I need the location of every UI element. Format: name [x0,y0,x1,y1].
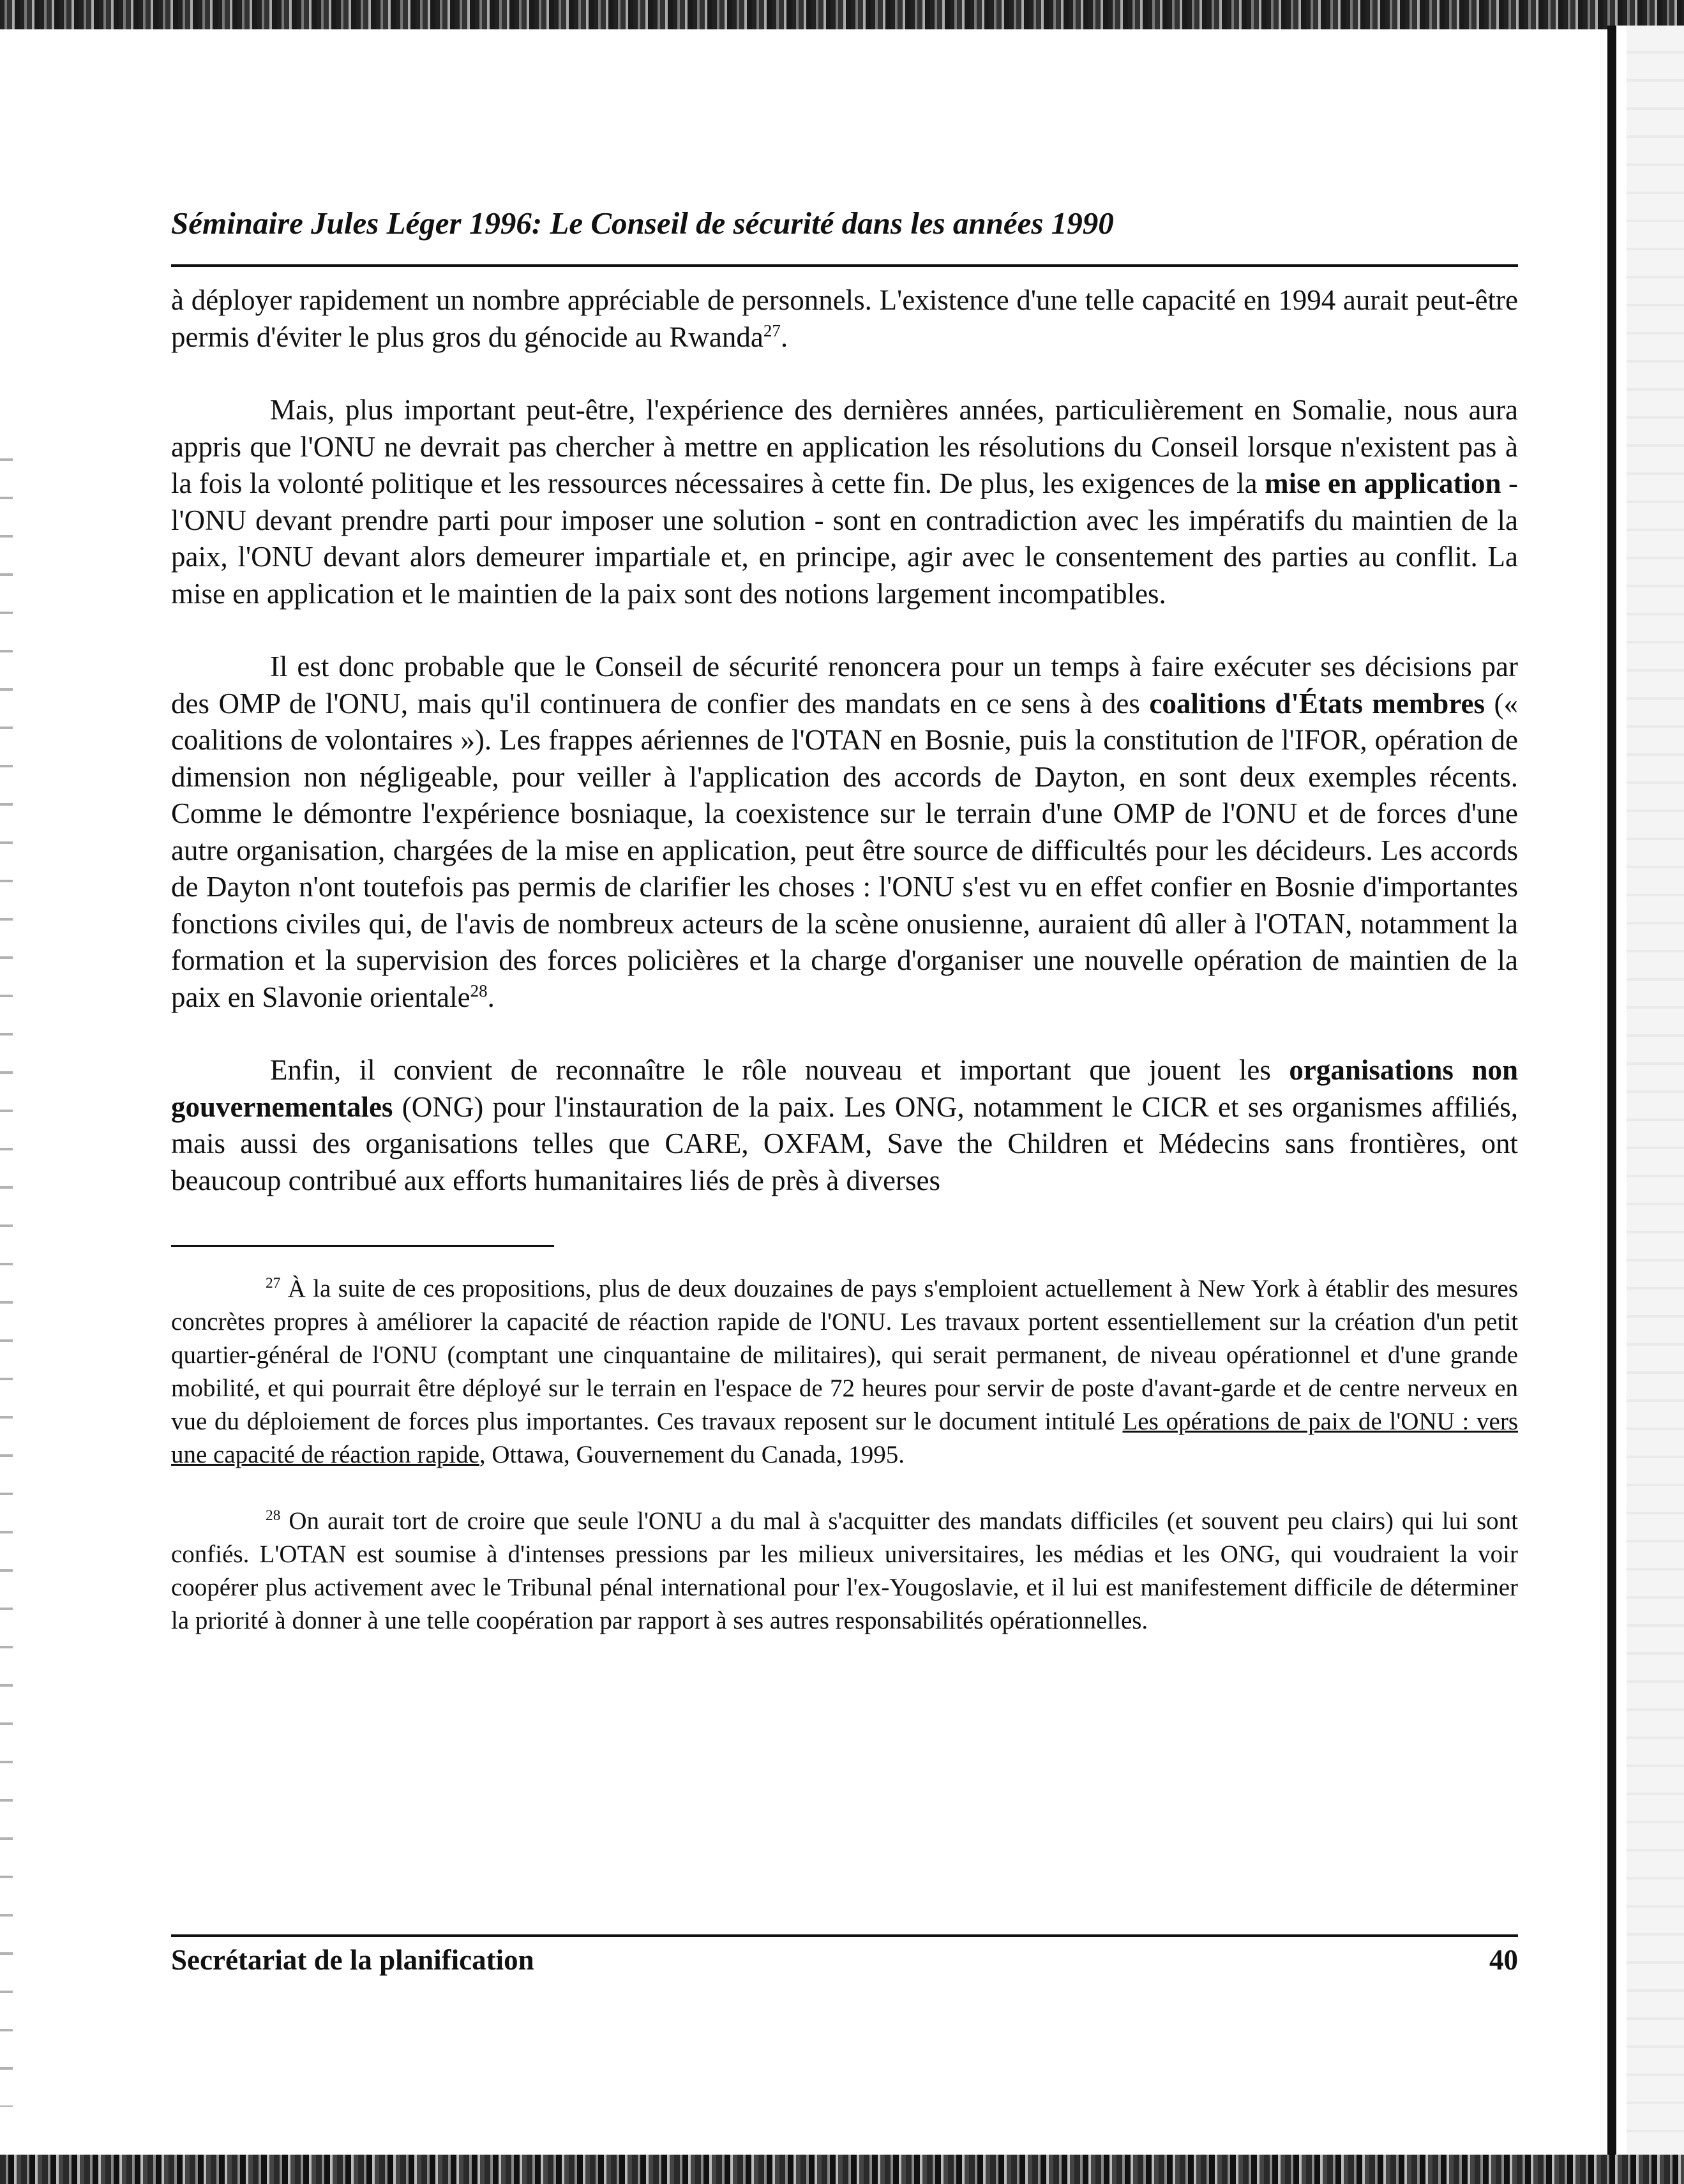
paragraph-4-bold-term: organisations non gouvernementales [171,1054,1518,1123]
footnote-27-marker: 27 [266,1275,281,1292]
paragraph-3-end: . [487,981,495,1013]
running-head: Séminaire Jules Léger 1996: Le Conseil de sécurité dans les années 1990 [171,204,1518,267]
footnote-27-text-b: , Ottawa, Gouvernement du Canada, 1995. [479,1441,905,1468]
footnote-ref-28[interactable]: 28 [470,981,488,1000]
footnote-27 [171,1272,1518,1472]
paragraph-3 [171,649,1518,1016]
footnote-ref-27[interactable]: 27 [763,320,781,340]
paragraph-1-text: à déployer rapidement un nombre appréciable de personnels. L'existence d'une telle capacité en 1994 aurait peut-être permis d'éviter le plus gros du génocide au Rwanda [171,284,1518,353]
document-page [171,204,1518,1638]
paragraph-2 [171,392,1518,612]
paragraph-4-text-b: (ONG) pour l'instauration de la paix. Les ONG, notamment le CICR et ses organismes affiliés, mais aussi des organisations telles que CARE, OXFAM, Save the Children et Médecins sans frontières, ont beaucoup contribué aux efforts humanitaires liés de près à diverses [171,1090,1518,1196]
footnote-28 [171,1505,1518,1638]
scan-border-left [0,447,13,2107]
footer-organization: Secrétariat de la planification [171,1944,534,1976]
paragraph-2-bold-term: mise en application [1265,467,1501,499]
footnote-27-text-a: À la suite de ces propositions, plus de deux douzaines de pays s'emploient actuellement à New York à établir des mesures concrètes propres à améliorer la capacité de réaction rapide de l'ONU. Les travaux portent essentiellement sur la création d'un petit quartier-général de l'ONU (comptant une cinquantaine de militaires), qui serait permanent, de niveau opérationnel et d'une grande mobilité, et qui pourrait être déployé sur le terrain en l'espace de 72 heures pour servir de poste d'avant-garde et de centre nerveux en vue du déploiement de forces plus importantes. Ces travaux reposent sur le document intitulé [171,1275,1519,1435]
paragraph-3-text-b: (« coalitions de volontaires »). Les frappes aériennes de l'OTAN en Bosnie, puis la constitution de l'IFOR, opération de dimension non négligeable, pour veiller à l'application des accords de Dayton, en sont deux exemples récents. Comme le démontre l'expérience bosniaque, la coexistence sur le terrain d'une OMP de l'ONU et de forces d'une autre organisation, chargées de la mise en application, peut être source de difficultés pour les décideurs. Les accords de Dayton n'ont toutefois pas permis de clarifier les choses : l'ONU s'est vu en effet confier en Bosnie d'importantes fonctions civiles qui, de l'avis de nombreux acteurs de la scène onusienne, auraient dû aller à l'OTAN, notamment la formation et la supervision des forces policières et la charge d'organiser une nouvelle opération de maintien de la paix en Slavonie orientale [171,687,1518,1013]
footnote-28-text: On aurait tort de croire que seule l'ONU a du mal à s'acquitter des mandats difficiles (et souvent peu clairs) qui lui sont confiés. L'OTAN est soumise à d'intenses pressions par les milieux universitaires, les médias et les ONG, qui voudraient la voir coopérer plus activement avec le Tribunal pénal international pour l'ex-Yougoslavie, et il lui est manifestement difficile de déterminer la priorité à donner à une telle coopération par rapport à ses autres responsabilités opérationnelles. [171,1507,1518,1634]
footnote-separator [171,1245,554,1247]
footnotes [171,1272,1518,1638]
paragraph-3-text-a: Il est donc probable que le Conseil de sécurité renoncera pour un temps à faire exécuter ses décisions par des OMP de l'ONU, mais qu'il continuera de confier des mandats en ce sens à des [171,651,1518,719]
page-number: 40 [1489,1944,1518,1976]
paragraph-3-bold-term: coalitions d'États membres [1149,687,1485,719]
paragraph-2-text-a: Mais, plus important peut-être, l'expérience des dernières années, particulièrement en Somalie, nous aura appris que l'ONU ne devrait pas chercher à mettre en application les résolutions du Conseil lorsque n'existent pas à la fois la volonté politique et les ressources nécessaires à cette fin. De plus, les exigences de la [171,394,1518,499]
paragraph-4 [171,1052,1518,1199]
paragraph-2-text-b: - l'ONU devant prendre parti pour imposer une solution - sont en contradiction avec les impératifs du maintien de la paix, l'ONU devant alors demeurer impartiale et, en principe, agir avec le consentement des parties au conflit. La mise en application et le maintien de la paix sont des notions largement incompatibles. [171,467,1518,610]
paragraph-1 [171,282,1518,356]
scan-border-bottom [0,2155,1684,2184]
body-text [171,282,1518,1199]
paragraph-1-end: . [780,320,788,353]
scan-border-right [1607,26,1684,2158]
paragraph-4-text-a: Enfin, il convient de reconnaître le rôle nouveau et important que jouent les [270,1054,1289,1086]
page-footer [171,1934,1518,1978]
scan-border-top [0,0,1684,29]
footnote-27-document-title: Les opérations de paix de l'ONU : vers une capacité de réaction rapide [171,1408,1518,1468]
footnote-28-marker: 28 [266,1507,281,1524]
